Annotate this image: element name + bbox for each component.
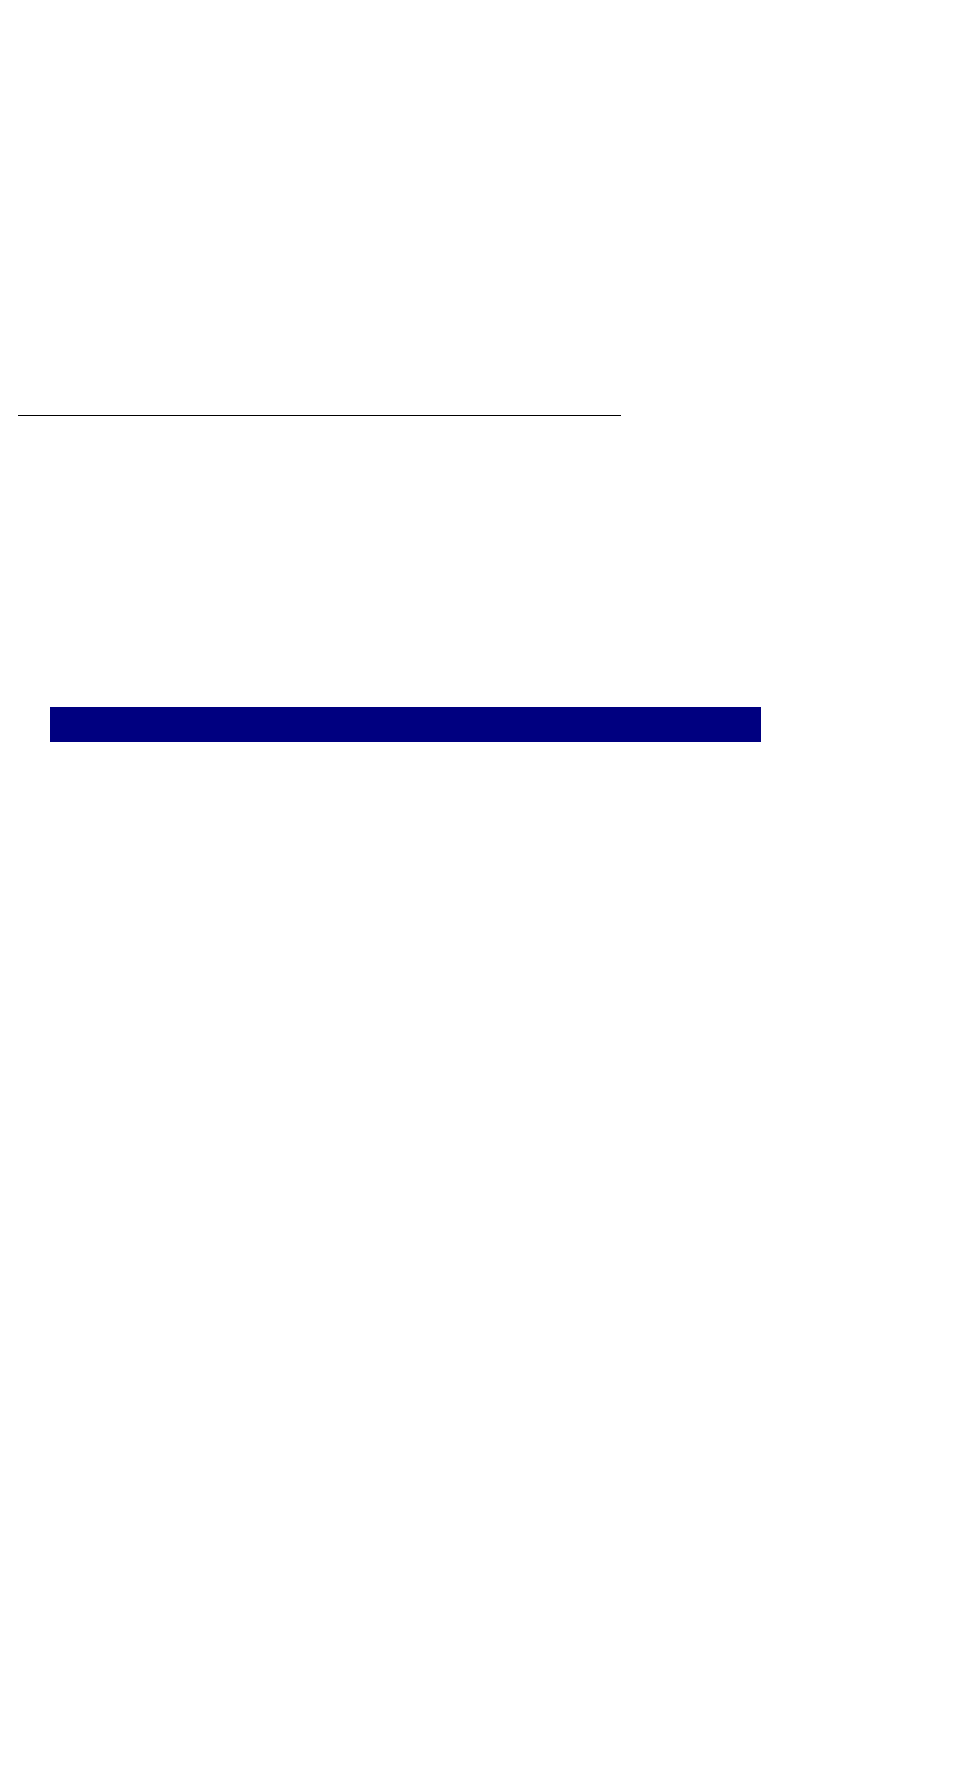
footnote-divider: [18, 415, 621, 416]
table-header: [50, 707, 761, 742]
